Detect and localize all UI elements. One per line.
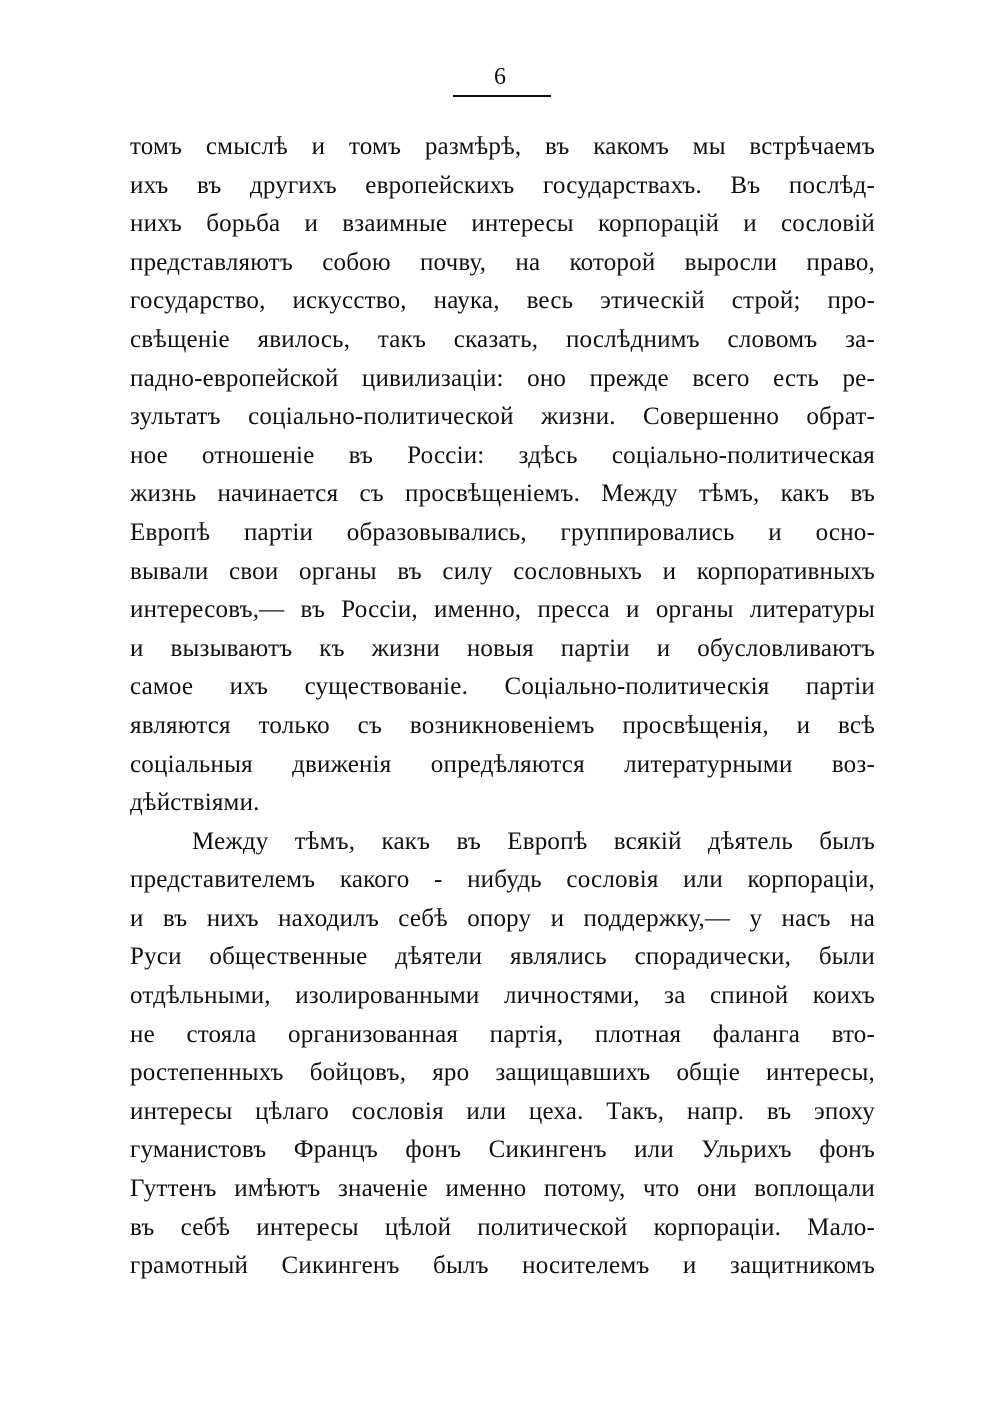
text-line: и вызываютъ къ жизни новыя партіи и обусловливаютъ xyxy=(130,634,875,662)
text-line: вывали свои органы въ силу сословныхъ и корпоративныхъ xyxy=(130,557,875,585)
text-line: томъ смыслѣ и томъ размѣрѣ, въ какомъ мы встрѣчаемъ xyxy=(130,133,875,160)
text-line: Гуттенъ имѣютъ значеніе именно потому, что они воплощали xyxy=(130,1175,875,1203)
text-line: гуманистовъ Францъ фонъ Сикингенъ или Ульрихъ фонъ xyxy=(130,1136,875,1164)
text-line: представителемъ какого - нибудь сословія или корпораціи, xyxy=(130,866,875,894)
text-line: свѣщеніе явилось, такъ сказать, послѣднимъ словомъ за- xyxy=(130,325,875,353)
text-line: въ себѣ интересы цѣлой политической корпораціи. Мало- xyxy=(130,1213,875,1241)
text-line: государство, искусство, наука, весь этическій строй; про- xyxy=(130,287,875,315)
text-line: Руси общественные дѣятели являлись спорадически, были xyxy=(130,943,875,971)
text-line: самое ихъ существованіе. Соціально-политическія партіи xyxy=(130,673,875,701)
page-number: 6 xyxy=(494,64,506,90)
header-rule xyxy=(453,95,551,97)
text-line: соціальныя движенія опредѣляются литературными воз- xyxy=(130,750,875,778)
text-line: отдѣльными, изолированными личностями, за спиной коихъ xyxy=(130,982,875,1010)
text-line: ихъ въ другихъ европейскихъ государствахъ. Въ послѣд- xyxy=(130,171,875,199)
text-line: зультатъ соціально-политической жизни. Совершенно обрат- xyxy=(130,403,875,431)
text-line: интересовъ,— въ Россіи, именно, пресса и органы литературы xyxy=(130,596,875,624)
text-line: падно-европейской цивилизаціи: оно прежде всего есть ре- xyxy=(130,364,875,392)
text-line: жизнь начинается съ просвѣщеніемъ. Между тѣмъ, какъ въ xyxy=(130,480,875,508)
text-line: ное отношеніе въ Россіи: здѣсь соціально-политическая xyxy=(130,441,875,469)
text-line: нихъ борьба и взаимные интересы корпорацій и сословій xyxy=(130,210,875,238)
text-line: являются только съ возникновеніемъ просвѣщенія, и всѣ xyxy=(130,711,875,739)
text-line: ростепенныхъ бойцовъ, яро защищавшихъ общіе интересы, xyxy=(130,1059,875,1087)
text-line: представляютъ собою почву, на которой выросли право, xyxy=(130,248,875,276)
text-line: не стояла организованная партія, плотная фаланга вто- xyxy=(130,1020,875,1048)
text-line: и въ нихъ находилъ себѣ опору и поддержку,— у насъ на xyxy=(130,904,875,932)
text-line: Между тѣмъ, какъ въ Европѣ всякій дѣятель былъ xyxy=(192,827,875,855)
text-line: Европѣ партіи образовывались, группировались и осно- xyxy=(130,518,875,546)
text-line: грамотный Сикингенъ былъ носителемъ и защитникомъ xyxy=(130,1252,875,1280)
text-line: интересы цѣлаго сословія или цеха. Такъ, напр. въ эпоху xyxy=(130,1097,875,1125)
text-line: дѣйствіями. xyxy=(130,789,260,817)
body-text xyxy=(130,128,875,1286)
